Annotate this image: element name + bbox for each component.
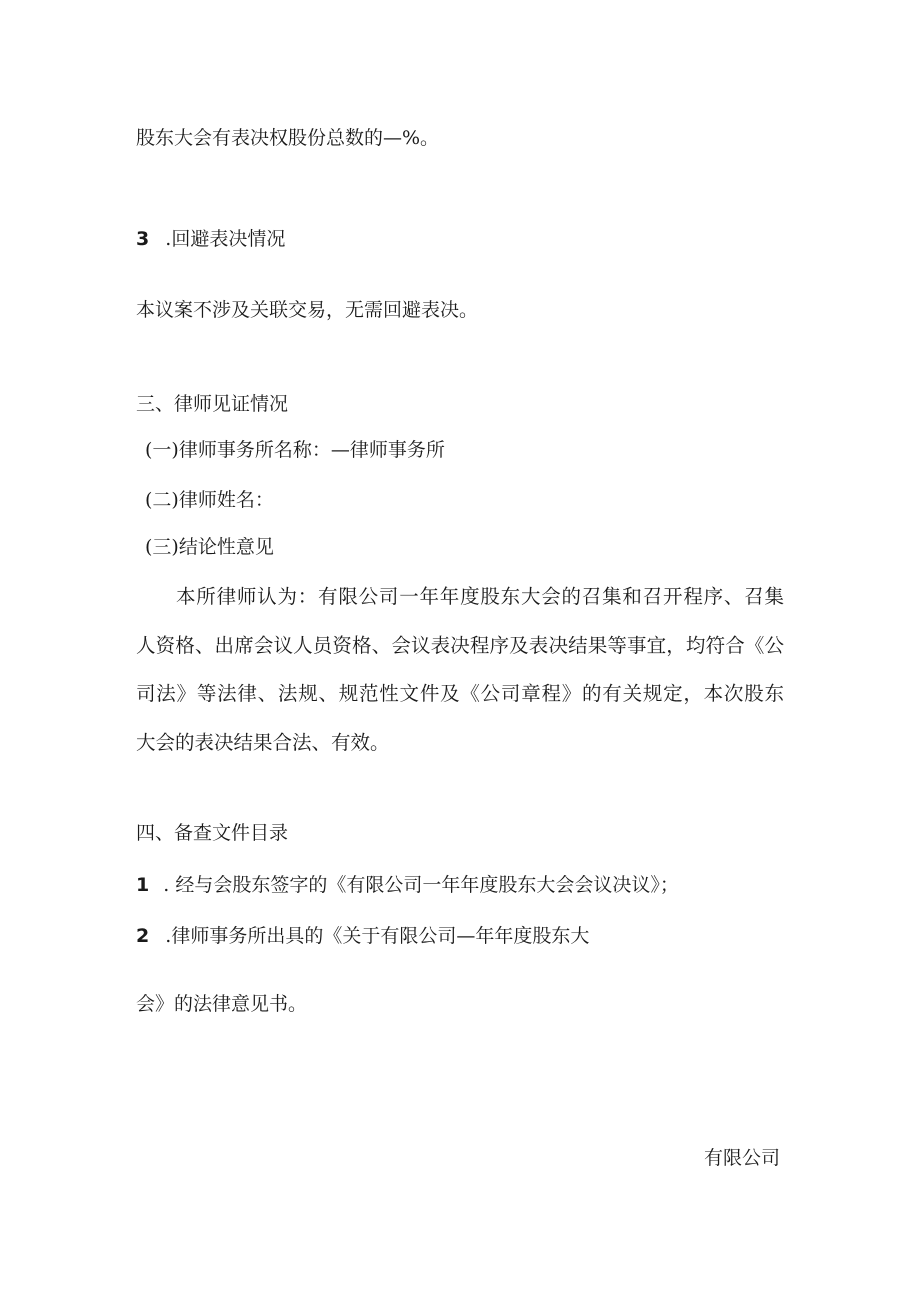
paragraph-line: 人资格、出席会议人员资格、会议表决程序及表决结果等事宜，均符合《公 bbox=[136, 633, 784, 657]
subsection-law-firm-name: (一)律师事务所名称：—律师事务所 bbox=[145, 439, 445, 461]
conclusion-paragraph bbox=[136, 573, 784, 767]
paragraph-line: 本所律师认为：有限公司一年年度股东大会的召集和召开程序、召集 bbox=[176, 585, 784, 608]
item-number: 3 bbox=[136, 228, 150, 250]
paragraph-line: 司法》等法律、法规、规范性文件及《公司章程》的有关规定，本次股东 bbox=[136, 682, 784, 705]
text-line-no-related-transaction: 本议案不涉及关联交易，无需回避表决。 bbox=[136, 299, 479, 321]
item-label: .律师事务所出具的《关于有限公司—年年度股东大 bbox=[165, 925, 590, 947]
section-4-heading: 四、备查文件目录 bbox=[136, 822, 289, 844]
text-line-voting-share: 股东大会有表决权股份总数的—%。 bbox=[136, 127, 440, 149]
paragraph-line: 大会的表决结果合法、有效。 bbox=[136, 730, 390, 754]
subsection-lawyer-names: (二)律师姓名： bbox=[145, 489, 274, 511]
company-signature: 有限公司 bbox=[703, 1147, 780, 1169]
item-number: 2 bbox=[136, 925, 150, 947]
item-3-heading bbox=[136, 226, 285, 252]
subsection-conclusion: (三)结论性意见 bbox=[145, 536, 274, 558]
item-label: .回避表决情况 bbox=[165, 228, 286, 250]
reference-item-2-continuation: 会》的法律意见书。 bbox=[136, 993, 308, 1015]
section-3-heading: 三、律师见证情况 bbox=[136, 393, 289, 415]
reference-item-2 bbox=[136, 923, 589, 949]
item-label: . 经与会股东签字的《有限公司一年年度股东大会会议决议》； bbox=[163, 874, 679, 896]
reference-item-1 bbox=[136, 872, 679, 898]
item-number: 1 bbox=[136, 874, 150, 896]
